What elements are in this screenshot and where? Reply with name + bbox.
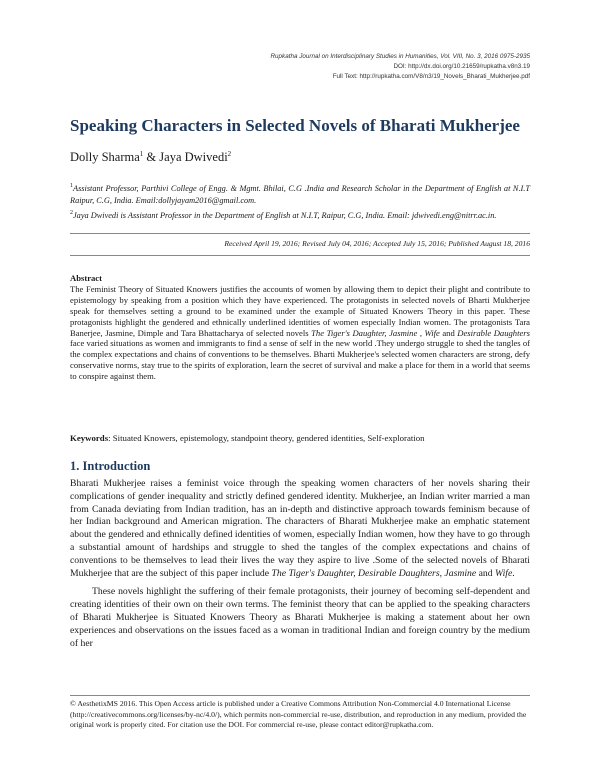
abstract-and: and [439,327,458,338]
author-1-sup: 1 [139,150,144,158]
running-header [271,52,531,82]
publication-dates: Received April 19, 2016; Revised July 04, 2016; Accepted July 15, 2016; Published August 18, 2016 [224,239,530,248]
journal-citation: Rupkatha Journal on Interdisciplinary Studies in Humanities, Vol. VIII, No. 3, 2016 0975-2935 [270,53,530,60]
paragraph-1 [70,478,530,580]
paragraph-1-end: . [512,567,515,579]
paragraph-1-and: and [476,567,496,579]
abstract-text [70,284,530,382]
keywords-text: : Situated Knowers, epistemology, standpoint theory, gendered identities, Self-exploration [108,433,425,443]
abstract-text-1: The Feminist Theory of Situated Knowers justifies the accounts of women by allowing them to depict their plight and contribute to epistemology by speaking from a position which they have experienced. The protagonists in selected novels of Bharti Mukherjee speak for themselves setting a ground to be examined under the example of Situated Knowers Theory in this paper. These protagonists highlight the gendered and ethnically underlined identities of women especially Indian women. The protagonists Tara Banerjee, Jasmine, Dimple and Tara Bhattacharya of selected novels [70,283,530,338]
affiliation-1-text: Assistant Professor, Parthivi College of Engg. & Mgmt. Bhilai, C.G .India and Research Scholar in the Department of English at N.I.T Raipur, C.G, India. Email:dollyjayam2016@gmail.com. [70,183,530,205]
abstract-heading: Abstract [70,273,102,283]
affiliations [70,180,530,222]
section-body [70,478,530,650]
author-1: Dolly Sharma [70,150,140,165]
footer-divider [70,695,530,696]
author-2-sup: 2 [227,150,232,158]
paragraph-2: These novels highlight the suffering of their female protagonists, their journey of becoming self-dependent and creating identities of their own on their own terms. The feminist theory that can be applied to the speaking characters of Bharati Mukherjee is Situated Knowers Theory as Bharati Mukherjee is making a statement about her own experiences and observations on the issues faced as a woman in traditional Indian and foreign country by the medium of her [70,586,530,649]
paragraph-1-wife: Wife [495,567,513,579]
paragraph-1-text: Bharati Mukherjee raises a feminist voice through the speaking women characters of her novels sharing their complications of gender inequality and strictly defined gendered identity. Mukherjee, an Indian writer married a man from Canada deviating from Indian tradition, has an in-depth and distinctive approach towards feminism because of her Indian background and American migration. The characters of Bharati Mukherjee make an emphatic statement about the gendered and ethnically defined identities of women, especially Indian women, how they have to go through a substantial amount of hardships and struggle to shed the tangles of the complex expectations and chains of conventions to be themselves to lead their lives the way they aspire to live .Some of the selected novels of Bharati Mukherjee that are the subject of this paper include [70,478,530,579]
affiliation-2 [70,207,530,222]
abstract-text-2: face varied situations as women and immigrants to find a sense of self in the new world .They undergo struggle to shed the tangles of the complex expectations and chains of conventions to be themselves. Bharti Mukherjee's selected women characters are strong, defy conservative norms, stay true to the spirits of exploration, learn the secret of survival and make a place for them in a world that seems to conspire against them. [70,338,530,382]
divider-dates [70,255,530,256]
paper-title: Speaking Characters in Selected Novels of Bharati Mukherjee [70,116,520,135]
doi-line[interactable]: DOI: http://dx.doi.org/10.21659/rupkatha.v8n3.19 [393,63,530,70]
abstract [70,273,530,382]
affiliation-1-sup: 1 [70,183,73,189]
keywords [70,433,530,443]
abstract-novel-2: Wife [424,327,440,338]
abstract-novel-3: Desirable Daughters [457,327,530,338]
fulltext-line[interactable]: Full Text: http://rupkatha.com/V8/n3/19_Novels_Bharati_Mukherjee.pdf [332,73,530,80]
affiliation-2-sup: 2 [70,209,73,216]
section-heading: 1. Introduction [70,459,151,473]
abstract-novel-1: The Tiger's Daughter, Jasmine [311,327,418,338]
paragraph-1-novels: The Tiger's Daughter, Desirable Daughters, Jasmine [271,567,477,579]
author-2: Jaya Dwivedi [159,150,228,165]
license-footer: © AesthetixMS 2016. This Open Access article is published under a Creative Commons Attribution Non-Commercial 4.0 International License (http://creativecommons.org/licenses/by-nc/4.0/), which permits non-commercial re-use, distribution, and reproduction in any medium, provided the original work is properly cited. For citation use the DOI. For commercial re-use, please contact editor@rupkatha.com. [70,699,527,729]
author-separator: & [143,150,160,165]
abstract-comma: , [417,327,425,338]
affiliation-1 [70,180,530,207]
author-line [70,150,231,165]
affiliation-2-text: Jaya Dwivedi is Assistant Professor in the Department of English at N.I.T, Raipur, C.G, India. Email: jdwivedi.eng@nitrr.ac.in. [73,210,497,220]
divider-top [70,233,530,234]
keywords-label: Keywords [70,433,109,443]
